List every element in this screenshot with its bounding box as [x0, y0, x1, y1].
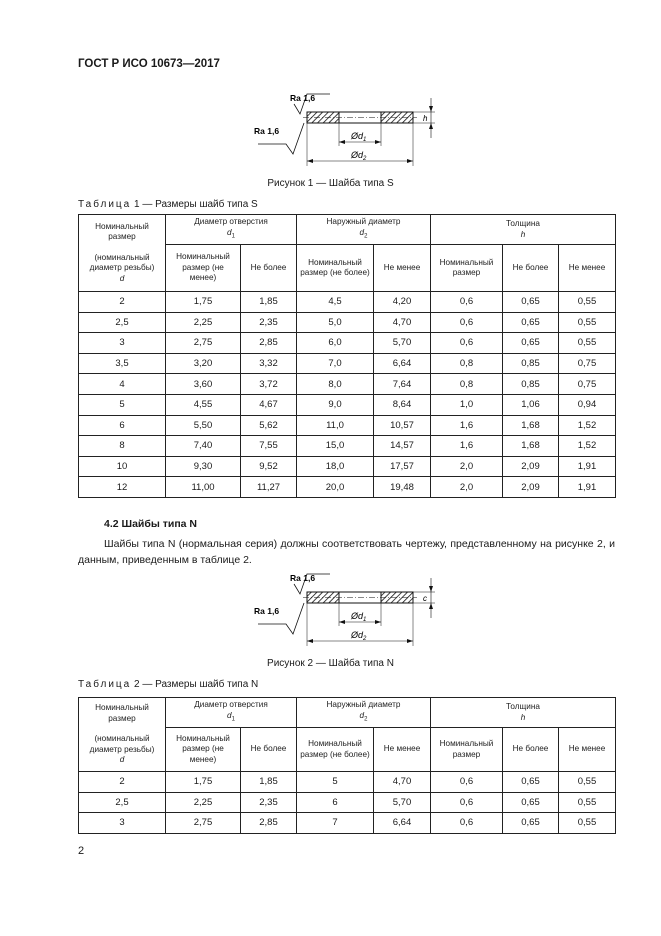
table-cell: 7	[297, 813, 374, 834]
table-2	[78, 697, 616, 834]
table-cell: 0,65	[503, 813, 559, 834]
table-row	[79, 813, 616, 834]
table-cell: 2,0	[431, 456, 503, 477]
header-nominal-size: Номинальный размер (номинальный диаметр резьбы) d	[79, 698, 166, 772]
header-hole-max: Не более	[241, 728, 297, 772]
table-cell: 3,20	[166, 353, 241, 374]
table-cell: 2,85	[241, 333, 297, 354]
figure-1-caption: Рисунок 1 — Шайба типа S	[267, 178, 394, 189]
table-row	[79, 292, 616, 313]
table-cell: 0,6	[431, 772, 503, 793]
table-cell: 2,5	[79, 792, 166, 813]
table-row	[79, 792, 616, 813]
table-cell: 5,50	[166, 415, 241, 436]
table-cell: 0,6	[431, 333, 503, 354]
table-cell: 2,25	[166, 792, 241, 813]
page-number: 2	[78, 845, 85, 857]
table-cell: 14,57	[374, 436, 431, 457]
header-outer-nominal: Номинальный размер (не более)	[297, 245, 374, 292]
table-cell: 0,65	[503, 792, 559, 813]
table-cell: 20,0	[297, 477, 374, 498]
table-cell: 0,94	[559, 394, 616, 415]
roughness-top-label: Ra 1,6	[290, 93, 316, 103]
table-cell: 1,75	[166, 772, 241, 793]
table-cell: 1,0	[431, 394, 503, 415]
figure-2-caption: Рисунок 2 — Шайба типа N	[267, 658, 394, 669]
roughness-side-label: Ra 1,6	[254, 606, 280, 616]
table-cell: 2,35	[241, 792, 297, 813]
table-cell: 3,5	[79, 353, 166, 374]
table-1	[78, 214, 616, 498]
table-cell: 0,85	[503, 353, 559, 374]
table-cell: 2,75	[166, 333, 241, 354]
table-cell: 8	[79, 436, 166, 457]
table-cell: 2,09	[503, 477, 559, 498]
table-cell: 0,55	[559, 333, 616, 354]
table-cell: 0,65	[503, 772, 559, 793]
table-cell: 1,85	[241, 292, 297, 313]
document-header: ГОСТ Р ИСО 10673—2017	[78, 58, 220, 70]
header-hole-max: Не более	[241, 245, 297, 292]
table-cell: 4,67	[241, 394, 297, 415]
table-1-caption: Таблица 1 — Размеры шайб типа S	[78, 199, 258, 210]
section-heading: 4.2 Шайбы типа N	[104, 518, 198, 530]
table-cell: 2	[79, 292, 166, 313]
table-cell: 2,85	[241, 813, 297, 834]
table-cell: 11,0	[297, 415, 374, 436]
header-thickness-min: Не менее	[559, 245, 616, 292]
table-cell: 0,55	[559, 312, 616, 333]
table-row	[79, 772, 616, 793]
table-cell: 1,75	[166, 292, 241, 313]
table-cell: 4,5	[297, 292, 374, 313]
header-outer-nominal: Номинальный размер (не более)	[297, 728, 374, 772]
header-thickness-nominal: Номинальный размер	[431, 728, 503, 772]
table-cell: 2,75	[166, 813, 241, 834]
table-cell: 11,00	[166, 477, 241, 498]
table-cell: 4,70	[374, 772, 431, 793]
table-cell: 6	[79, 415, 166, 436]
table-cell: 0,75	[559, 353, 616, 374]
table-cell: 0,85	[503, 374, 559, 395]
table-cell: 1,52	[559, 436, 616, 457]
table-cell: 1,91	[559, 477, 616, 498]
table-cell: 0,6	[431, 312, 503, 333]
table-cell: 3,60	[166, 374, 241, 395]
table-cell: 0,65	[503, 312, 559, 333]
table-cell: 7,64	[374, 374, 431, 395]
table-cell: 0,55	[559, 772, 616, 793]
table-cell: 3,72	[241, 374, 297, 395]
table-row	[79, 415, 616, 436]
table-cell: 2,09	[503, 456, 559, 477]
table-cell: 17,57	[374, 456, 431, 477]
table-cell: 7,0	[297, 353, 374, 374]
header-nominal-size: Номинальный размер (номинальный диаметр резьбы) d	[79, 215, 166, 292]
table-cell: 0,6	[431, 792, 503, 813]
table-cell: 0,55	[559, 792, 616, 813]
table-cell: 8,64	[374, 394, 431, 415]
table-row	[79, 333, 616, 354]
table-cell: 5	[297, 772, 374, 793]
roughness-top-label: Ra 1,6	[290, 573, 316, 583]
table-cell: 2,5	[79, 312, 166, 333]
table-cell: 7,40	[166, 436, 241, 457]
table-cell: 2	[79, 772, 166, 793]
header-thickness: Толщина h	[431, 215, 616, 245]
table-row	[79, 394, 616, 415]
table-cell: 0,8	[431, 353, 503, 374]
header-thickness-max: Не более	[503, 728, 559, 772]
inner-diameter-label: $Ød_1$	[351, 611, 367, 623]
table-row	[79, 477, 616, 498]
header-hole-diameter: Диаметр отверстия $d_1$	[166, 698, 297, 728]
table-cell: 5,62	[241, 415, 297, 436]
table-cell: 5,70	[374, 333, 431, 354]
inner-diameter-label: $Ød_1$	[351, 131, 367, 143]
table-cell: 0,6	[431, 813, 503, 834]
header-thickness: Толщина h	[431, 698, 616, 728]
table-cell: 3	[79, 333, 166, 354]
header-hole-nominal: Номинальный размер (не менее)	[166, 245, 241, 292]
table-cell: 4	[79, 374, 166, 395]
table-cell: 1,6	[431, 436, 503, 457]
section-paragraph: Шайбы типа N (нормальная серия) должны соответствовать чертежу, представленному на рисунке 2, и данным, приведенным в таблице 2.	[78, 538, 615, 566]
outer-diameter-label: $Ød_2$	[351, 630, 367, 642]
table-cell: 3,32	[241, 353, 297, 374]
table-row	[79, 312, 616, 333]
table-cell: 1,06	[503, 394, 559, 415]
table-cell: 10,57	[374, 415, 431, 436]
table-cell: 8,0	[297, 374, 374, 395]
header-outer-min: Не менее	[374, 245, 431, 292]
table-cell: 0,75	[559, 374, 616, 395]
table-cell: 1,85	[241, 772, 297, 793]
thickness-label: h	[423, 114, 428, 123]
table-cell: 19,48	[374, 477, 431, 498]
table-row	[79, 456, 616, 477]
header-outer-diameter: Наружный диаметр $d_2$	[297, 698, 431, 728]
table-cell: 0,55	[559, 292, 616, 313]
table-cell: 11,27	[241, 477, 297, 498]
thickness-label: c	[423, 594, 427, 603]
table-2-caption: Таблица 2 — Размеры шайб типа N	[78, 679, 259, 690]
header-thickness-nominal: Номинальный размер	[431, 245, 503, 292]
table-cell: 15,0	[297, 436, 374, 457]
header-hole-nominal: Номинальный размер (не менее)	[166, 728, 241, 772]
table-1-body	[79, 292, 616, 498]
header-outer-diameter: Наружный диаметр $d_2$	[297, 215, 431, 245]
table-cell: 7,55	[241, 436, 297, 457]
table-cell: 4,55	[166, 394, 241, 415]
table-cell: 6,64	[374, 353, 431, 374]
table-cell: 3	[79, 813, 166, 834]
table-cell: 1,52	[559, 415, 616, 436]
table-cell: 9,30	[166, 456, 241, 477]
table-2-body	[79, 772, 616, 834]
header-outer-min: Не менее	[374, 728, 431, 772]
figure-1-washer-drawing	[250, 88, 450, 168]
table-cell: 5,0	[297, 312, 374, 333]
roughness-side-label: Ra 1,6	[254, 126, 280, 136]
table-cell: 9,0	[297, 394, 374, 415]
header-thickness-max: Не более	[503, 245, 559, 292]
header-thickness-min: Не менее	[559, 728, 616, 772]
figure-2-washer-drawing	[250, 568, 450, 648]
table-cell: 18,0	[297, 456, 374, 477]
table-cell: 6,0	[297, 333, 374, 354]
table-cell: 2,0	[431, 477, 503, 498]
table-cell: 10	[79, 456, 166, 477]
table-cell: 9,52	[241, 456, 297, 477]
table-cell: 12	[79, 477, 166, 498]
table-cell: 0,8	[431, 374, 503, 395]
table-cell: 0,65	[503, 333, 559, 354]
outer-diameter-label: $Ød_2$	[351, 150, 367, 162]
table-cell: 0,6	[431, 292, 503, 313]
table-cell: 4,70	[374, 312, 431, 333]
table-cell: 5,70	[374, 792, 431, 813]
table-cell: 1,68	[503, 415, 559, 436]
table-cell: 0,55	[559, 813, 616, 834]
table-cell: 0,65	[503, 292, 559, 313]
table-cell: 1,91	[559, 456, 616, 477]
table-cell: 6	[297, 792, 374, 813]
table-row	[79, 374, 616, 395]
header-hole-diameter: Диаметр отверстия $d_1$	[166, 215, 297, 245]
table-cell: 2,25	[166, 312, 241, 333]
table-cell: 6,64	[374, 813, 431, 834]
table-cell: 5	[79, 394, 166, 415]
table-row	[79, 436, 616, 457]
table-cell: 1,68	[503, 436, 559, 457]
table-cell: 2,35	[241, 312, 297, 333]
table-cell: 4,20	[374, 292, 431, 313]
table-cell: 1,6	[431, 415, 503, 436]
table-row	[79, 353, 616, 374]
